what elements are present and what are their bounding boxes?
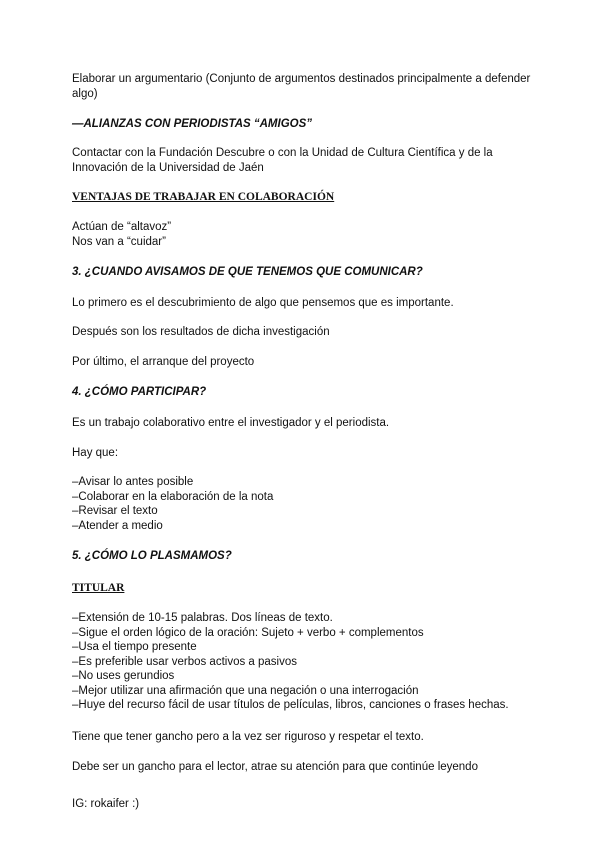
- intro-line-2: algo): [72, 87, 98, 100]
- list-item: –Extensión de 10-15 palabras. Dos líneas de texto.: [72, 612, 333, 624]
- alianzas-heading: —ALIANZAS CON PERIODISTAS “AMIGOS”: [72, 118, 313, 130]
- ventajas-list: [72, 220, 171, 249]
- section-5-paragraph-1: Tiene que tener gancho pero a la vez ser riguroso y respetar el texto.: [72, 731, 424, 743]
- section-4-list: [72, 475, 273, 533]
- list-item: –Atender a medio: [72, 519, 163, 532]
- contactar-line-2: Innovación de la Universidad de Jaén: [72, 161, 264, 174]
- section-3-paragraph-2: Después son los resultados de dicha investigación: [72, 326, 330, 338]
- list-item: –Sigue el orden lógico de la oración: Sujeto + verbo + complementos: [72, 626, 424, 639]
- ventajas-heading: VENTAJAS DE TRABAJAR EN COLABORACIÓN: [72, 191, 335, 203]
- list-item: –No uses gerundios: [72, 670, 175, 682]
- list-item: –Huye del recurso fácil de usar títulos de películas, libros, canciones o frases hechas.: [72, 699, 509, 711]
- list-item: –Usa el tiempo presente: [72, 641, 197, 653]
- section-5-heading: 5. ¿CÓMO LO PLASMAMOS?: [72, 550, 232, 562]
- section-5-paragraph-2: Debe ser un gancho para el lector, atrae su atención para que continúe leyendo: [72, 761, 478, 773]
- list-item: –Avisar lo antes posible: [72, 476, 194, 488]
- intro-paragraph: [72, 72, 530, 101]
- section-3-paragraph-1: Lo primero es el descubrimiento de algo que pensemos que es importante.: [72, 297, 454, 309]
- list-item: –Mejor utilizar una afirmación que una negación o una interrogación: [72, 684, 419, 697]
- section-4-heading: 4. ¿CÓMO PARTICIPAR?: [72, 386, 207, 398]
- list-item: Nos van a “cuidar”: [72, 235, 166, 248]
- contactar-line-1: Contactar con la Fundación Descubre o con la Unidad de Cultura Científica y de la: [72, 147, 493, 159]
- list-item: –Revisar el texto: [72, 505, 158, 517]
- list-item: Actúan de “altavoz”: [72, 221, 172, 233]
- list-item: –Colaborar en la elaboración de la nota: [72, 490, 274, 503]
- footer-ig: IG: rokaifer :): [72, 798, 140, 810]
- titular-list: [72, 611, 509, 713]
- intro-line-1: Elaborar un argumentario (Conjunto de argumentos destinados principalmente a defender: [72, 73, 531, 85]
- contactar-paragraph: [72, 146, 493, 175]
- section-4-paragraph-2: Hay que:: [72, 447, 119, 459]
- section-3-paragraph-3: Por último, el arranque del proyecto: [72, 356, 255, 368]
- section-4-paragraph-1: Es un trabajo colaborativo entre el investigador y el periodista.: [72, 417, 390, 429]
- section-3-heading: 3. ¿CUANDO AVISAMOS DE QUE TENEMOS QUE COMUNICAR?: [72, 266, 423, 278]
- list-item: –Es preferible usar verbos activos a pasivos: [72, 655, 297, 668]
- titular-heading: TITULAR: [72, 582, 125, 594]
